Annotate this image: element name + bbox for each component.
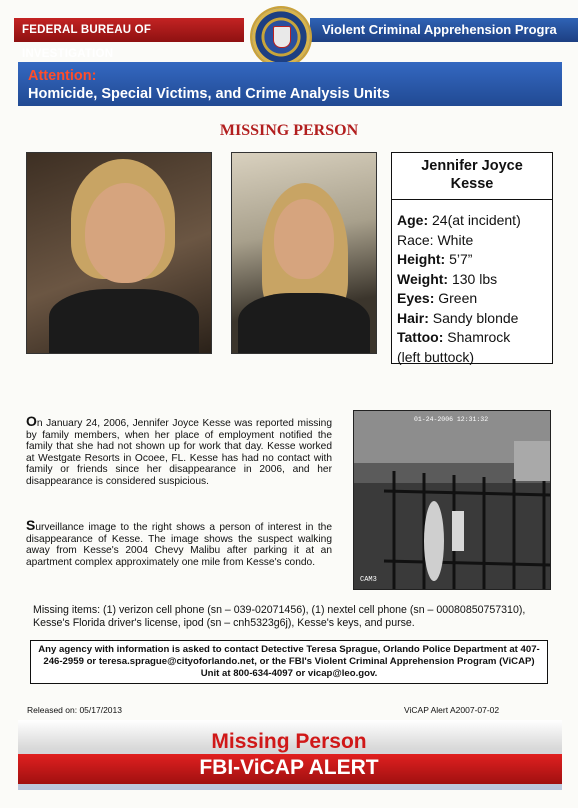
fact-label: Tattoo: <box>397 329 444 345</box>
page-title: MISSING PERSON <box>219 122 359 139</box>
release-date: Released on: 05/17/2013 <box>27 705 122 715</box>
victim-photo-1 <box>26 152 212 354</box>
fact-eyes <box>397 289 521 309</box>
alert-id: ViCAP Alert A2007-07-02 <box>404 705 500 715</box>
photo-face <box>274 199 334 279</box>
paragraph-text: urveillance image to the right shows a person of interest in the disappearance of Kesse. The image shows the suspect walking away from Kesse's 2004 Chevy Malibu after parking it at an apartment complex approximately one mile from Kesse's condo. <box>26 522 332 568</box>
fact-label: Age: <box>397 212 429 228</box>
photo-shirt <box>49 289 199 354</box>
surveillance-image <box>353 410 551 590</box>
fbi-seal-icon <box>252 8 310 66</box>
header-right-banner: Violent Criminal Apprehension Progra <box>310 18 578 42</box>
fact-value: Sandy blonde <box>428 309 519 326</box>
fact-label: Hair: <box>397 309 429 326</box>
divider <box>392 199 552 200</box>
fact-value: 130 lbs <box>448 270 498 287</box>
header-left-banner: FEDERAL BUREAU OF INVESTIGATION <box>14 18 244 42</box>
fact-age <box>397 211 521 231</box>
fact-label: Height: <box>397 251 446 267</box>
person-facts <box>397 211 521 367</box>
fact-hair <box>397 309 521 329</box>
photo-shirt <box>238 293 370 354</box>
fact-race <box>397 231 521 251</box>
shield-icon <box>273 26 291 48</box>
drop-initial: O <box>26 413 37 429</box>
fact-tattoo <box>397 328 521 348</box>
fact-height <box>397 250 521 270</box>
attention-units: Homicide, Special Victims, and Crime Analysis Units <box>28 86 390 102</box>
fact-value: 24(at incident) <box>428 212 521 228</box>
fact-value: Green <box>434 290 478 306</box>
contact-box: Any agency with information is asked to contact Detective Teresa Sprague, Orlando Police Department at 407-246-2959 or teresa.sprague@cityoforlando.net, or the FBI's Violent Criminal Apprehension Program (ViCAP) Unit at 800-634-4097 or vicap@leo.gov. <box>30 640 548 684</box>
paragraph-text: n January 24, 2006, Jennifer Joyce Kesse was reported missing by family members, when her place of employment notified the family that she had not shown up for work that day. Kesse worked at Westgate Resorts in Ocoee, FL. Kesse has had no contact with family or friends since her disappearance in 2006, and her disappearance is considered suspicious. <box>26 418 332 487</box>
surveillance-scene <box>354 411 550 589</box>
timestamp-label: 01-24-2006 12:31:32 <box>414 416 489 423</box>
person-name-last: Kesse <box>450 176 494 192</box>
footer-missing-person: Missing Person <box>211 730 367 753</box>
attention-label: Attention: <box>28 68 97 84</box>
fact-label: Weight: <box>397 270 449 287</box>
footer-alert-title: FBI-ViCAP ALERT <box>199 756 379 779</box>
surveillance-description <box>26 517 332 568</box>
fact-weight <box>397 270 521 290</box>
camera-label: CAM3 <box>360 576 377 584</box>
person-info-box <box>391 152 553 364</box>
person-name-first: Jennifer Joyce <box>421 158 523 174</box>
victim-photo-2 <box>231 152 377 354</box>
fact-value: Shamrock <box>443 329 511 345</box>
attention-banner <box>18 62 562 106</box>
photo-face <box>85 183 165 283</box>
case-description <box>26 413 332 488</box>
person-name <box>392 157 552 193</box>
missing-items: Missing items: (1) verizon cell phone (sn – 039-02071456), (1) nextel cell phone (sn – 00080850757310), Kesse's Florida driver's license, ipod (sn – cnh5323g6j), Kesse's keys, and purse. <box>33 604 526 629</box>
fact-tattoo-note: (left buttock) <box>397 348 475 365</box>
fact-label: Eyes: <box>397 290 435 306</box>
drop-initial: S <box>26 517 36 533</box>
fact-value: 5’7” <box>445 251 473 267</box>
fact-value: White <box>433 231 474 248</box>
fact-label: Race: <box>397 231 434 248</box>
